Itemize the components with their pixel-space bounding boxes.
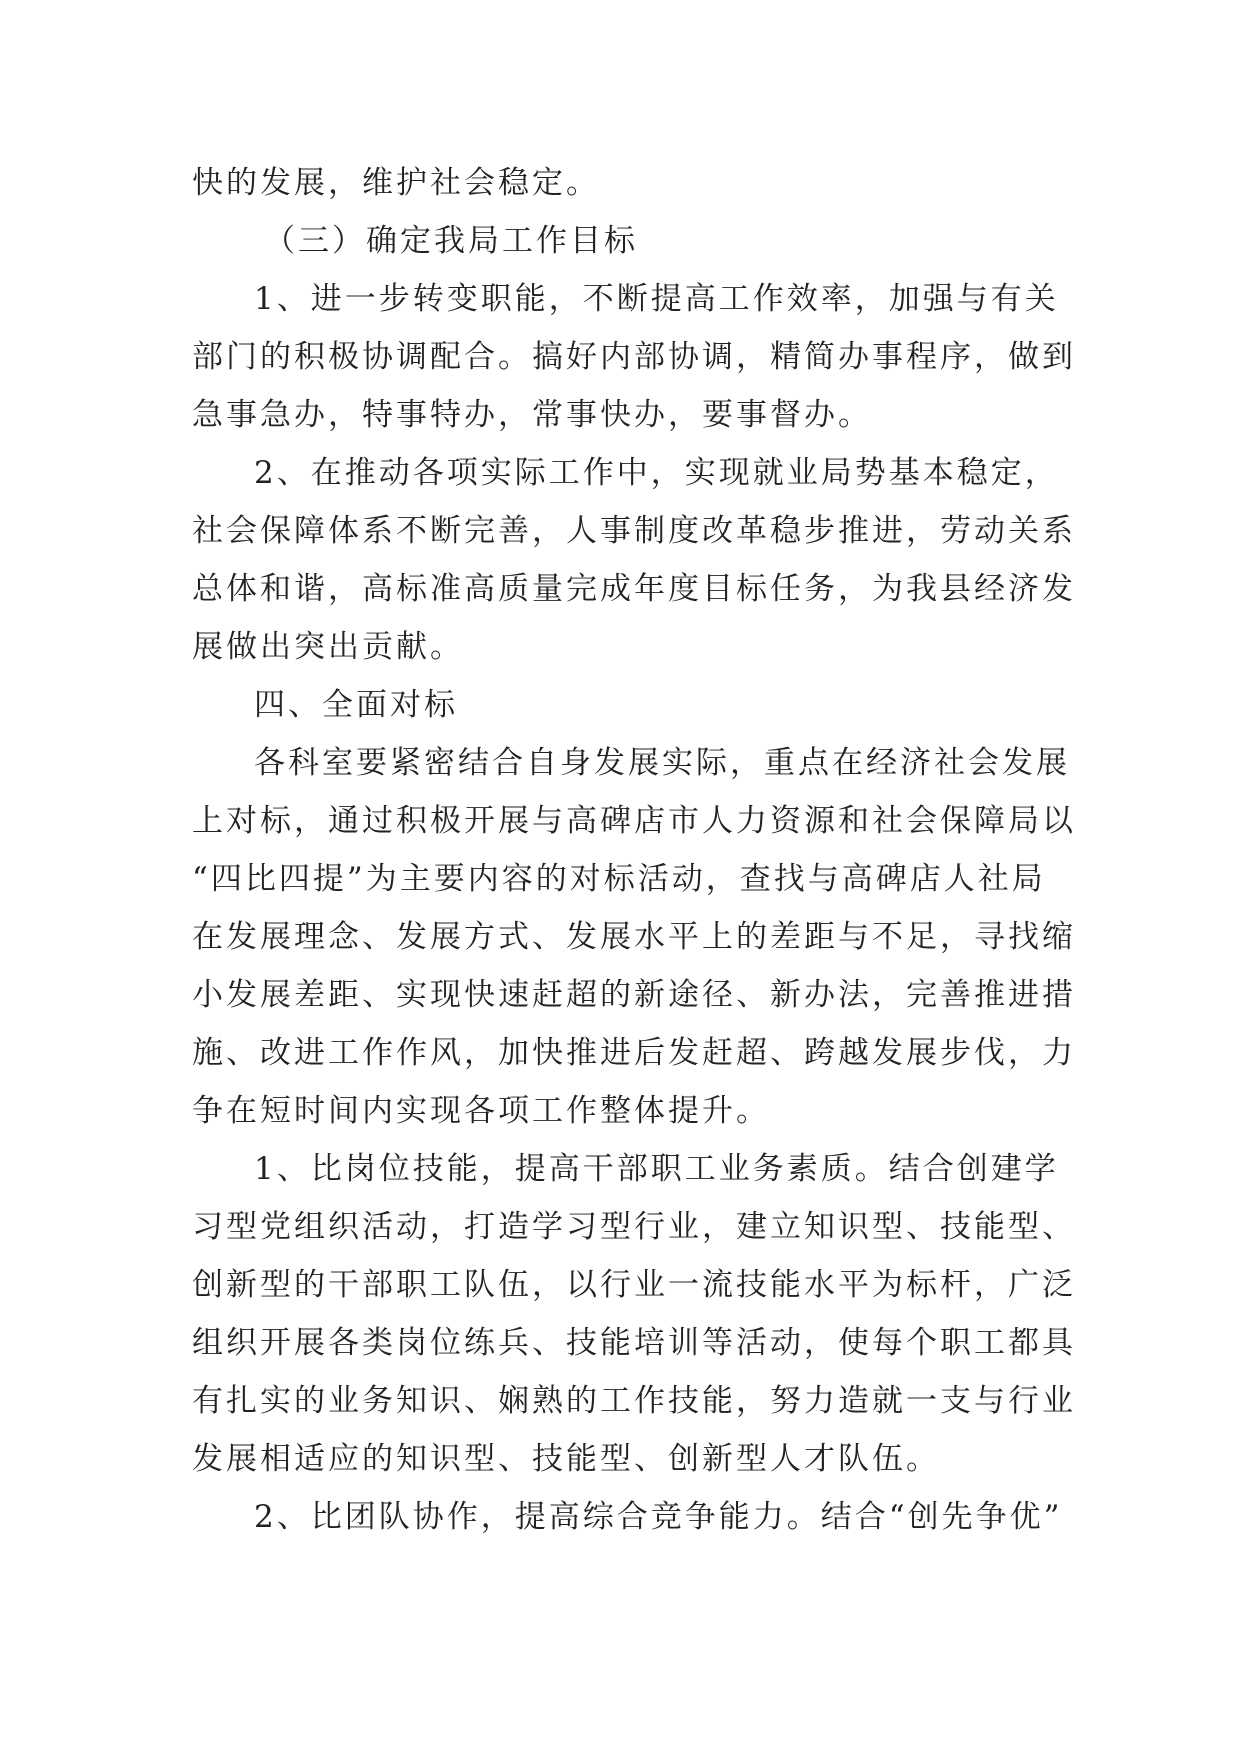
document-body	[192, 154, 1076, 1546]
text-line: 小发展差距、实现快速赶超的新途径、新办法，完善推进措	[192, 977, 1076, 1013]
text-line: 部门的积极协调配合。搞好内部协调，精简办事程序，做到	[192, 339, 1076, 375]
text-line: 2、在推动各项实际工作中，实现就业局势基本稳定，	[254, 455, 1059, 491]
text-line: 2、比团队协作，提高综合竞争能力。结合“创先争优”	[254, 1499, 1063, 1535]
text-line: 创新型的干部职工队伍，以行业一流技能水平为标杆，广泛	[192, 1267, 1076, 1303]
text-line: 习型党组织活动，打造学习型行业，建立知识型、技能型、	[192, 1209, 1076, 1245]
text-line: 总体和谐，高标准高质量完成年度目标任务，为我县经济发	[192, 571, 1076, 607]
text-line: 1、进一步转变职能，不断提高工作效率，加强与有关	[254, 281, 1059, 317]
text-line: 急事急办，特事特办，常事快办，要事督办。	[192, 397, 872, 433]
text-line: 1、比岗位技能，提高干部职工业务素质。结合创建学	[254, 1151, 1059, 1187]
text-line: 上对标，通过积极开展与高碑店市人力资源和社会保障局以	[192, 803, 1076, 839]
text-line: 争在短时间内实现各项工作整体提升。	[192, 1093, 770, 1129]
text-line: “四比四提”为主要内容的对标活动，查找与高碑店人社局	[192, 861, 1046, 897]
text-line: 发展相适应的知识型、技能型、创新型人才队伍。	[192, 1441, 940, 1477]
text-line: 有扎实的业务知识、娴熟的工作技能，努力造就一支与行业	[192, 1383, 1076, 1419]
section-heading: （三）确定我局工作目标	[264, 223, 638, 259]
text-line: 组织开展各类岗位练兵、技能培训等活动，使每个职工都具	[192, 1325, 1076, 1361]
text-line: 展做出突出贡献。	[192, 629, 464, 665]
text-line: 施、改进工作作风，加快推进后发赶超、跨越发展步伐，力	[192, 1035, 1076, 1071]
text-line: 社会保障体系不断完善，人事制度改革稳步推进，劳动关系	[192, 513, 1076, 549]
text-line: 各科室要紧密结合自身发展实际，重点在经济社会发展	[254, 745, 1070, 781]
text-line: 在发展理念、发展方式、发展水平上的差距与不足，寻找缩	[192, 919, 1076, 955]
text-line: 快的发展，维护社会稳定。	[192, 165, 600, 201]
section-heading: 四、全面对标	[254, 687, 458, 723]
